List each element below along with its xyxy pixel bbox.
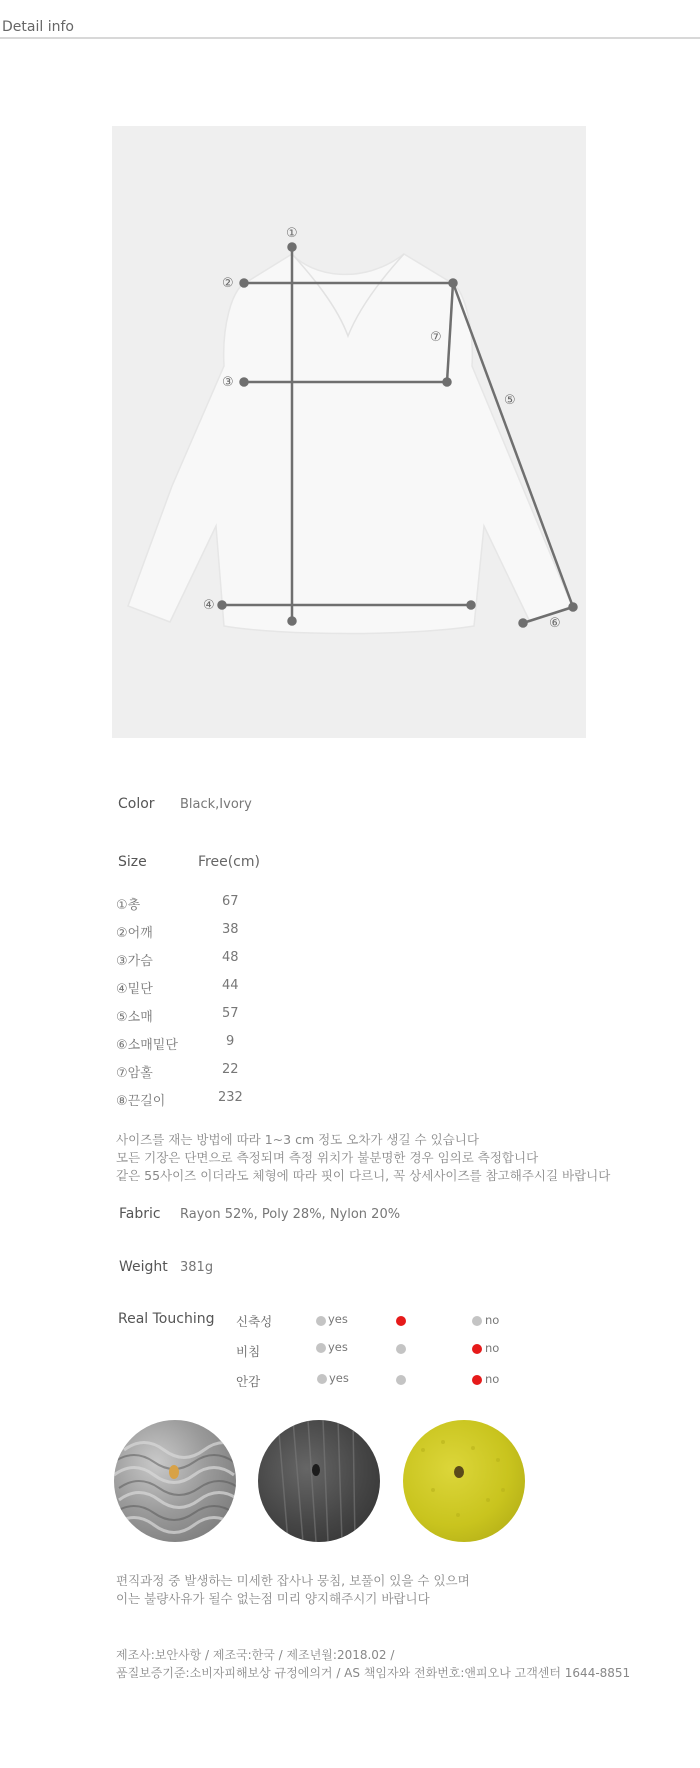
touch-no-label: no	[485, 1372, 500, 1386]
knit-note-line: 편직과정 중 발생하는 미세한 잡사나 뭉침, 보풀이 있을 수 있으며	[116, 1573, 470, 1588]
touch-dot-middle	[396, 1344, 406, 1354]
touch-yes-label: yes	[328, 1340, 348, 1354]
knit-note-line: 이는 불량사유가 될수 없는점 미리 양지해주시기 바랍니다	[116, 1591, 430, 1606]
touch-dot-yes	[316, 1316, 326, 1326]
detail-info-title: Detail info	[2, 19, 74, 35]
charcoal-knit-texture	[258, 1420, 380, 1542]
touch-yes-label: yes	[328, 1312, 348, 1326]
warranty-info: 품질보증기준:소비자피해보상 규정에의거 / AS 책임자와 전화번호:앤피오나 고객센터 1644-8851	[116, 1666, 631, 1680]
touch-no-label: no	[485, 1313, 500, 1327]
size-row-name: ⑤소매	[116, 1010, 153, 1025]
touch-dot-yes	[316, 1343, 326, 1353]
touch-category-sheerness: 비침	[236, 1344, 261, 1359]
marker-5: ⑤	[504, 393, 516, 408]
touch-category-lining: 안감	[236, 1374, 261, 1389]
touch-dot-yes	[317, 1374, 327, 1384]
marker-7: ⑦	[430, 330, 442, 345]
size-row-value: 67	[222, 894, 239, 909]
touch-category-stretch: 신축성	[236, 1314, 273, 1329]
gray-knit-texture	[114, 1420, 236, 1542]
marker-1: ①	[286, 226, 298, 241]
size-row-value: 232	[218, 1090, 243, 1105]
size-row-name: ②어깨	[116, 926, 153, 941]
marker-4: ④	[203, 598, 215, 613]
touch-yes-label: yes	[329, 1371, 349, 1385]
size-note-line: 같은 55사이즈 이더라도 체형에 따라 핏이 다르니, 꼭 상세사이즈를 참고해주시길 바랍니다	[116, 1168, 611, 1183]
size-row-value: 57	[222, 1006, 239, 1021]
touch-dot-no-selected	[472, 1344, 482, 1354]
swatch-lime	[403, 1420, 525, 1542]
fabric-value: Rayon 52%, Poly 28%, Nylon 20%	[180, 1207, 401, 1222]
size-label: Size	[118, 854, 147, 870]
marker-3: ③	[222, 375, 234, 390]
sweater-measure-diagram	[112, 126, 586, 738]
marker-6: ⑥	[549, 616, 561, 631]
size-row-name: ⑧끈길이	[116, 1094, 166, 1109]
marker-2: ②	[222, 276, 234, 291]
size-row-name: ⑦암홀	[116, 1066, 153, 1081]
weight-value: 381g	[180, 1260, 214, 1275]
weight-label: Weight	[119, 1259, 168, 1275]
lime-knit-texture	[403, 1420, 525, 1542]
swatch-charcoal	[258, 1420, 380, 1542]
fabric-label: Fabric	[119, 1206, 161, 1222]
manufacturer-info: 제조사:보안사항 / 제조국:한국 / 제조년월:2018.02 /	[116, 1648, 395, 1662]
size-note-line: 사이즈를 재는 방법에 따라 1~3 cm 정도 오차가 생길 수 있습니다	[116, 1132, 479, 1147]
size-row-value: 22	[222, 1062, 239, 1077]
sweater-body-shape	[128, 254, 572, 634]
size-row-value: 38	[222, 922, 239, 937]
size-note-line: 모든 기장은 단면으로 측정되며 측정 위치가 불분명한 경우 임의로 측정합니다	[116, 1150, 539, 1165]
product-photo	[112, 126, 586, 738]
size-row-value: 44	[222, 978, 239, 993]
touch-dot-middle-selected	[396, 1316, 406, 1326]
size-row-name: ③가슴	[116, 954, 153, 969]
size-row-name: ①총	[116, 898, 141, 913]
real-touching-label: Real Touching	[118, 1311, 215, 1327]
size-row-value: 9	[226, 1034, 235, 1049]
detail-header	[0, 0, 700, 38]
swatch-gray-melange	[114, 1420, 236, 1542]
size-row-value: 48	[222, 950, 239, 965]
size-free-value: Free(cm)	[198, 854, 260, 870]
touch-dot-no-selected	[472, 1375, 482, 1385]
header-divider	[0, 37, 700, 39]
size-row-name: ⑥소매밑단	[116, 1038, 178, 1053]
color-label: Color	[118, 796, 155, 812]
touch-no-label: no	[485, 1341, 500, 1355]
size-row-name: ④밑단	[116, 982, 153, 997]
touch-dot-middle	[396, 1375, 406, 1385]
color-value: Black,Ivory	[180, 797, 252, 812]
touch-dot-no	[472, 1316, 482, 1326]
